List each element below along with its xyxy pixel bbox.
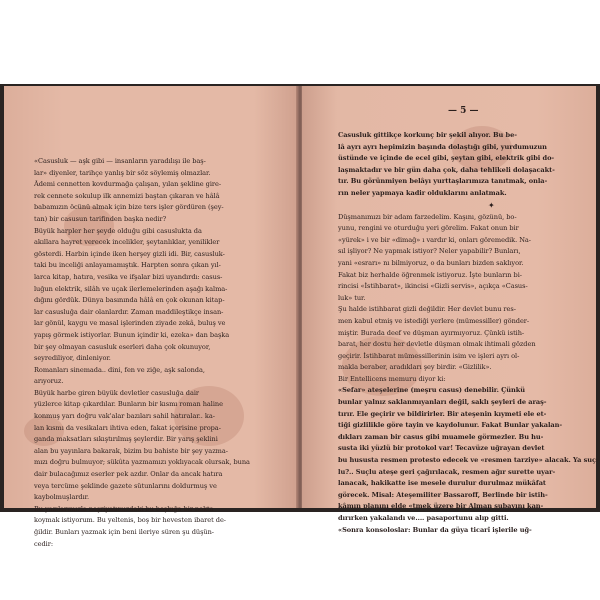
text-line: dair bulacağımız eserler pek azdır. Onlar da ancak hatıra bbox=[34, 470, 223, 479]
text-line: cedir: bbox=[34, 539, 53, 548]
right-page bbox=[302, 86, 599, 534]
text-line: dığını gördük. Dünya basınında hâlâ en çok okunan kitap- bbox=[34, 296, 225, 305]
text-line: taki bu inceliği anlayamamıştık. Harpten sonra çıkan yıl- bbox=[34, 261, 221, 270]
text-line: yunu, rengini ve oturduğu yeri görelim. Fakat onun bir bbox=[338, 224, 519, 233]
text-line: tır. Bu görünmiyen belâyı yurttaşlarımıza tanıtmak, onla- bbox=[338, 177, 548, 186]
text-line: geçirir. İstihbarat mümessillerinin isim ve işleri ayrı ol- bbox=[338, 351, 520, 360]
text-line: lanacak, hakikatte ise mesele durulur durulmaz mükâfat bbox=[338, 479, 546, 488]
text-line: laşmaktadır ve bir gün daha çok, daha tehlikeli dolaşacakt- bbox=[338, 165, 555, 174]
text-line: görecek. Misal: Ateşemiliter Bassaroff, Berlinde bir istih- bbox=[338, 490, 548, 499]
text-line: rek cennete sokulup ilk annemizi baştan çıkaran ve hâlâ bbox=[34, 191, 220, 200]
text-line: ğildir. Bunları yazmak için beni ileriye süren şu düşün- bbox=[34, 528, 214, 536]
text-line: konmuş yarı doğru vak'alar bazıları sahil hatıralar.. ka- bbox=[34, 412, 215, 421]
text-line: Âdemi cennetten kovdurmağa çalışan, yılan şekline gire- bbox=[34, 180, 222, 189]
text-line: mızı doğru bulmuyor; sükûta yazmamızı yoklıyacak olursak, buna bbox=[34, 458, 250, 467]
text-line: sıl işliyor? Ne yapmak istiyor? Neler yapabilir? Bunları, bbox=[338, 247, 521, 256]
text-line: lar casusluğa dair olanlardır. Zaman maddileştikçe insan- bbox=[34, 307, 224, 316]
text-line: miştir. Burada deef ve düşman ayırmıyoruz. Çünkü istih- bbox=[338, 328, 525, 337]
text-line: gösterdi. Harbin içinde iken herşey gizli idi. Bir, casusluk- bbox=[34, 249, 225, 258]
text-line: lar gönül, kaygu ve masal işlerinden ziyade zekâ, buluş ve bbox=[34, 319, 226, 328]
text-line: luğun elektrik, silâh ve uçak ilerlemelerinden aşağı kalma- bbox=[34, 284, 228, 293]
text-line: arıyoruz. bbox=[34, 377, 64, 386]
text-line: alan bu yayınlara bakarak, bizim bu bahiste bir şey yazma- bbox=[34, 446, 228, 455]
text-line: «Sefar» ateşelerine (meşru casus) denebilir. Çünkü bbox=[338, 386, 526, 395]
text-line: seyrediliyor, dinleniyor. bbox=[34, 354, 111, 363]
text-line: Şu halde istihbarat gizli değildir. Her devlet bunu res- bbox=[338, 305, 516, 314]
text-line: Fakat biz herhalde öğrenmek istiyoruz. İşte bunların bi- bbox=[338, 270, 522, 279]
text-line: bir şey olmayan casusluk eserleri daha çok okunuyor, bbox=[34, 342, 211, 351]
text-line: Bir Entellicens memuru diyor ki: bbox=[338, 374, 446, 383]
text-line: Bu yazılarımızla neşriyatımızdaki bu boşluğa bir nokta bbox=[34, 504, 214, 513]
text-line: lâ ayrı ayrı hepimizin başında dolaştığı gibi, yurdumuzun bbox=[338, 142, 547, 151]
text-line: tiği gizlilikle göre tayin ve kaydolunur. Fakat Bunlar yakalan- bbox=[338, 421, 563, 430]
text-line: men kabul etmiş ve istediği yerlere (mümessiller) gönder- bbox=[338, 316, 530, 325]
text-line: tan) bir casusun tarifinden başka nedir? bbox=[34, 214, 167, 223]
text-line: lan kısmı da vesikaları ihtiva eden, fakat içerisine propa- bbox=[34, 423, 221, 432]
text-line: rın neler yapmaya kadir olduklarını anlatmak. bbox=[338, 188, 507, 197]
text-line: tırır. Ele geçirir ve bildirirler. Bir ateşenin kıymeti ele et- bbox=[338, 409, 547, 418]
ornament-icon: ✦ bbox=[488, 200, 495, 210]
text-line: kaybolmuşlardır. bbox=[34, 493, 90, 502]
text-line: Düşmanımızı bir adam farzedelim. Kaşını, gözünü, bo- bbox=[338, 212, 517, 221]
text-line: barat, her dostu her devletle düşman olmak ihtimali gözden bbox=[338, 340, 536, 349]
text-line: rincisi «İstihbarat», ikincisi «Gizli servis», açıkça «Casus- bbox=[338, 282, 528, 291]
text-line: «Sonra konsoloslar: Bunlar da güya ticarî işlerile uğ- bbox=[338, 525, 532, 534]
text-line: yapış görmek istiyorlar. Bunun içindir ki, ezeka» dan başka bbox=[34, 330, 230, 339]
text-line: luk» tur. bbox=[338, 293, 366, 302]
text-line: lar» diyenler, tarihçe yanlış bir söz söylemiş olmazlar. bbox=[34, 168, 211, 177]
text-line: Romanları sinemada.. dini, fen ve ziğe, aşk salonda, bbox=[34, 365, 205, 374]
text-line: Casusluk gittikçe korkunç bir şekil alıyor. Bu be- bbox=[338, 131, 517, 139]
text-line: üstünde ve içinde de ecel gibi, şeytan gibi, elektrik gibi do- bbox=[338, 154, 555, 163]
page-number: — 5 — bbox=[448, 106, 479, 116]
text-line: dıkları zaman bir casus gibi muamele görmezler. Bu hu- bbox=[338, 432, 544, 441]
text-line: makla beraber, aradıkları şey birdir. «Gizlilik». bbox=[338, 363, 492, 372]
text-line: lu?.. Suçlu ateşe geri çağırılacak, resmen ağır surette uyar- bbox=[338, 467, 556, 476]
left-text-column bbox=[34, 156, 284, 550]
text-line: akıllara hayret verecek incelikler, şeytanlıklar, yenilikler bbox=[34, 238, 220, 247]
text-line: Büyük harbe giren büyük devletler casusluğa dair bbox=[34, 388, 199, 397]
text-line: koymak istiyorum. Bu yeltenis, boş bir hevesten ibaret de- bbox=[34, 516, 226, 525]
right-text-column bbox=[338, 130, 599, 536]
text-line: veya tercüme şeklinde gazete sütunlarını doldurmuş ve bbox=[34, 481, 217, 490]
text-line: dırırken yakalandı ve.... pasaportunu alıp gitti. bbox=[338, 514, 509, 522]
text-line: bu hususta resmen protesto edecek ve «resmen tarziye» alacak. Ya suç- bbox=[338, 456, 599, 465]
text-line: ganda maksatları sıkıştırılmış şeylerdir. Bir yarış şeklini bbox=[34, 435, 218, 444]
text-line: babamızın öcünü almak için bize ters işler gördüren (şey- bbox=[34, 203, 224, 212]
text-line: kâmın planını elde «tmek üzere bir Alman subayını kan- bbox=[338, 502, 544, 511]
text-line: susta iki yüzlü bir protokol var! Tecavüze uğrayan devlet bbox=[338, 444, 545, 453]
text-line: larca kitap, hatıra, vesika ve ifşalar bizi uyandırdı: casus- bbox=[34, 272, 223, 281]
text-line: bunlar yalnız saklanmıyanları değil, saklı şeyleri de araş- bbox=[338, 398, 547, 407]
text-line: «Casusluk — aşk gibi — insanların yaradılışı ile baş- bbox=[34, 157, 206, 165]
text-line: Büyük harpler her şeyde olduğu gibi casuslukta da bbox=[34, 226, 202, 235]
text-line: yüzlerce kitap çıkardılar. Bunların bir kısmı roman haline bbox=[34, 400, 223, 409]
left-page bbox=[4, 86, 298, 548]
text-line: yani «esrarı» nı bilmiyoruz, o da bunları bizden saklıyor. bbox=[338, 258, 524, 267]
text-line: «yürek» i ve bir «dimağ» ı vardır ki, onları göremedik. Na- bbox=[338, 235, 531, 244]
